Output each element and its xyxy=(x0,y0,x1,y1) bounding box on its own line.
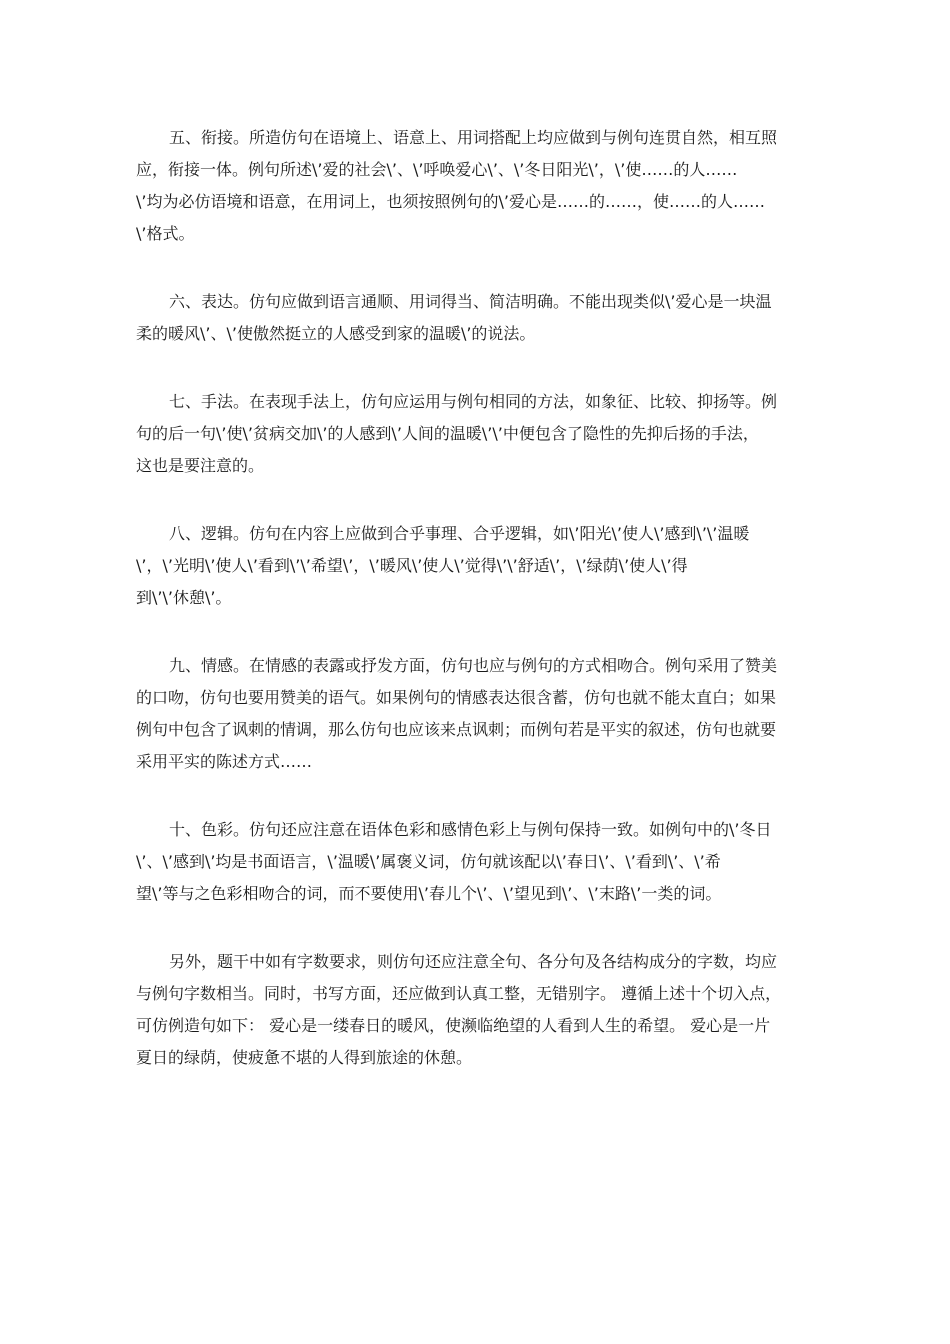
text-line: 六、表达。仿句应做到语言通顺、用词得当、简洁明确。不能出现类似\’爱心是一块温 xyxy=(169,292,772,311)
text-line: 采用平实的陈述方式…… xyxy=(136,752,313,771)
paragraph-technique xyxy=(136,386,816,482)
paragraph-additional xyxy=(136,946,816,1074)
text-line: \’、\’感到\’均是书面语言，\’温暖\’属褒义词，仿句就该配以\’春日\’、\’看到\’、\’希 xyxy=(136,852,721,871)
paragraph-cohesion xyxy=(136,122,816,250)
text-line: 另外，题干中如有字数要求，则仿句还应注意全句、各分句及各结构成分的字数，均应 xyxy=(169,952,778,971)
text-line: 八、逻辑。仿句在内容上应做到合乎事理、合乎逻辑，如\’阳光\’使人\’感到\’\’温暖 xyxy=(169,524,750,543)
paragraph-expression xyxy=(136,286,816,350)
text-line: 十、色彩。仿句还应注意在语体色彩和感情色彩上与例句保持一致。如例句中的\’冬日 xyxy=(169,820,772,839)
text-line: 可仿例造句如下： 爱心是一缕春日的暖风，使濒临绝望的人看到人生的希望。 爱心是一片 xyxy=(136,1016,771,1035)
document-body xyxy=(136,122,816,1110)
paragraph-emotion xyxy=(136,650,816,778)
text-line: 九、情感。在情感的表露或抒发方面，仿句也应与例句的方式相吻合。例句采用了赞美 xyxy=(169,656,778,675)
text-line: 应，衔接一体。例句所述\’爱的社会\’、\’呼唤爱心\’、\’冬日阳光\’，\’使……的人…… xyxy=(136,160,738,179)
text-line: 的口吻，仿句也要用赞美的语气。如果例句的情感表达很含蓄，仿句也就不能太直白；如果 xyxy=(136,688,777,707)
text-line: 句的后一句\’使\’贫病交加\’的人感到\’人间的温暖\’\’中便包含了隐性的先抑后扬的手法， xyxy=(136,424,759,443)
paragraph-color xyxy=(136,814,816,910)
text-line: \’格式。 xyxy=(136,224,195,243)
text-line: 这也是要注意的。 xyxy=(136,456,265,475)
text-line: 五、衔接。所造仿句在语境上、语意上、用词搭配上均应做到与例句连贯自然，相互照 xyxy=(169,128,778,147)
paragraph-logic xyxy=(136,518,816,614)
text-line: 夏日的绿荫，使疲惫不堪的人得到旅途的休憩。 xyxy=(136,1048,473,1067)
text-line: 例句中包含了讽刺的情调，那么仿句也应该来点讽刺；而例句若是平实的叙述，仿句也就要 xyxy=(136,720,777,739)
text-line: 七、手法。在表现手法上，仿句应运用与例句相同的方法，如象征、比较、抑扬等。例 xyxy=(169,392,778,411)
text-line: 与例句字数相当。同时，书写方面，还应做到认真工整，无错别字。 遵循上述十个切入点， xyxy=(136,984,782,1003)
text-line: 柔的暖风\’、\’使傲然挺立的人感受到家的温暖\’的说法。 xyxy=(136,324,536,343)
text-line: \’均为必仿语境和语意，在用词上，也须按照例句的\’爱心是……的……，使……的人…… xyxy=(136,192,765,211)
text-line: 望\’等与之色彩相吻合的词，而不要使用\’春儿个\’、\’望见到\’、\’末路\’一类的词。 xyxy=(136,884,722,903)
text-line: \’，\’光明\’使人\’看到\’\’希望\’，\’暖风\’使人\’觉得\’\’舒适\’，\’绿荫\’使人\’得 xyxy=(136,556,688,575)
text-line: 到\’\’休憩\’。 xyxy=(136,588,232,607)
